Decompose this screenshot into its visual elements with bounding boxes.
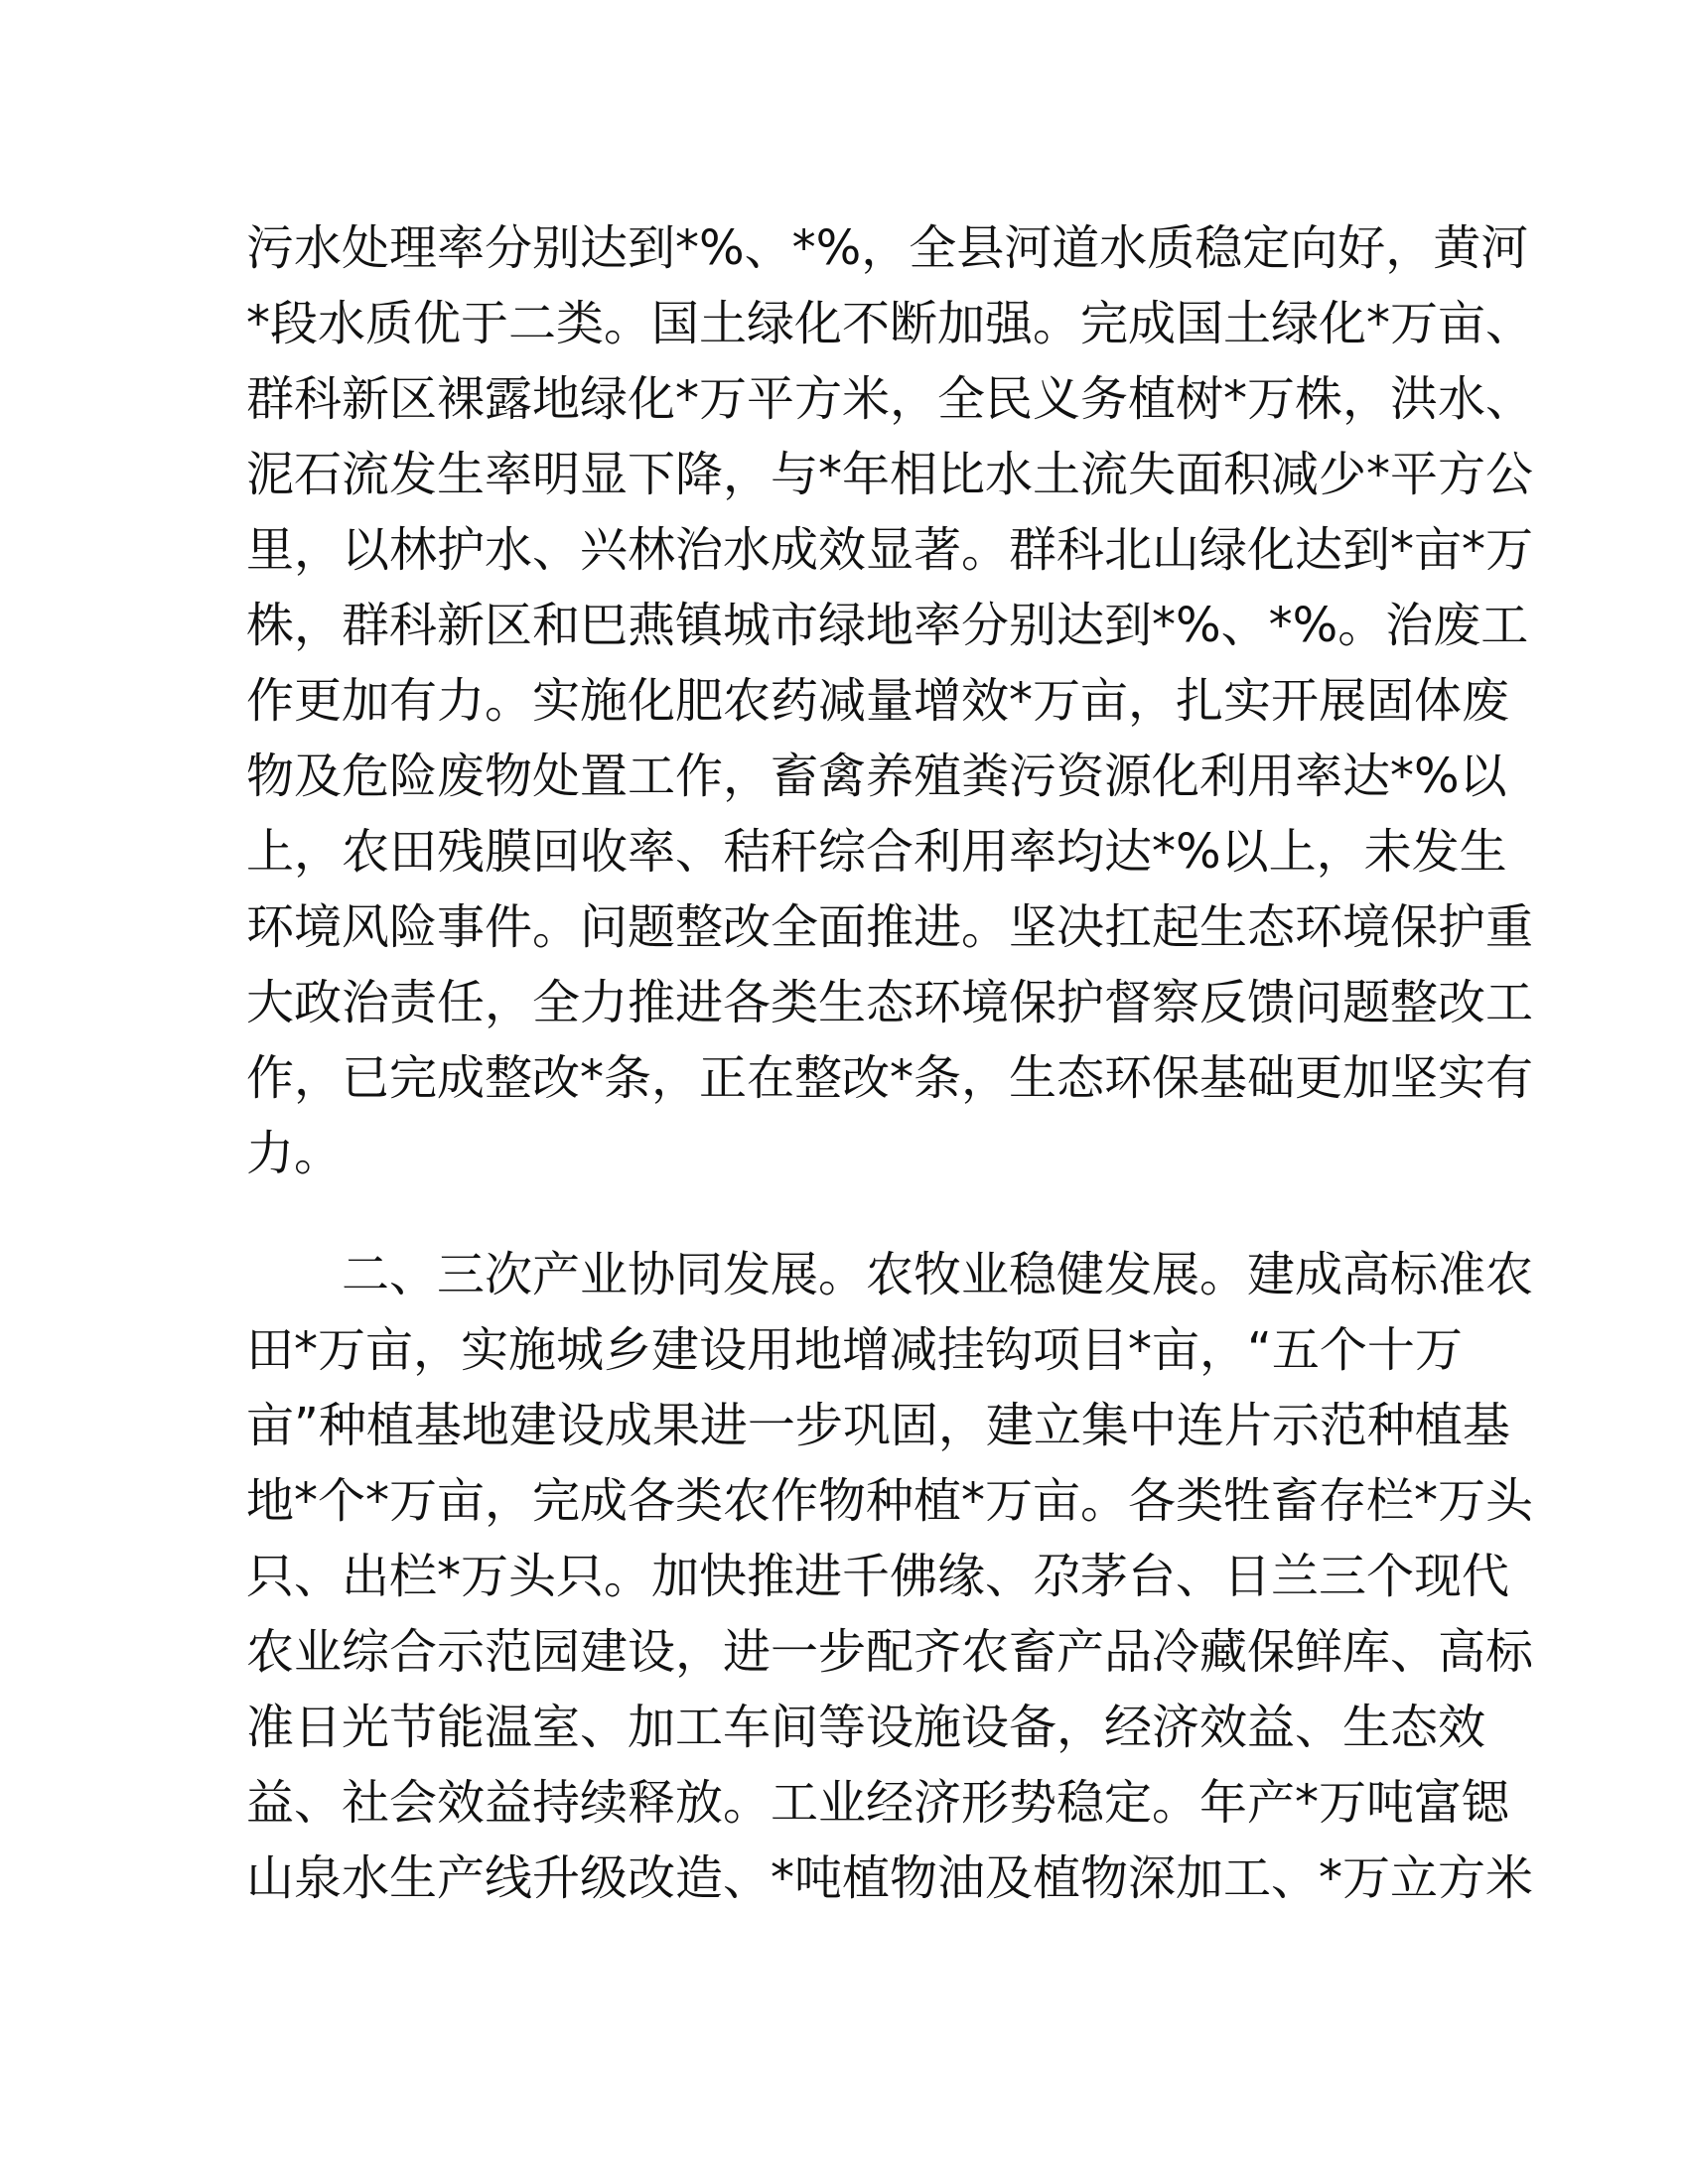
text-line: 农业综合示范园建设，进一步配齐农畜产品冷藏保鲜库、高标 — [246, 1624, 1534, 1680]
paragraph-industry — [246, 1237, 1534, 1916]
text-line: 益、社会效益持续释放。工业经济形势稳定。年产*万吨富锶 — [246, 1775, 1510, 1831]
text-line: *段水质优于二类。国土绿化不断加强。完成国土绿化*万亩、 — [246, 296, 1534, 351]
text-line: 地*个*万亩，完成各类农作物种植*万亩。各类牲畜存栏*万头 — [246, 1473, 1534, 1529]
text-line: 二、三次产业协同发展。农牧业稳健发展。建成高标准农 — [342, 1247, 1534, 1302]
text-line: 山泉水生产线升级改造、*吨植物油及植物深加工、*万立方米 — [246, 1850, 1534, 1906]
text-line: 环境风险事件。问题整改全面推进。坚决扛起生态环境保护重 — [246, 899, 1534, 955]
text-line: 群科新区裸露地绿化*万平方米，全民义务植树*万株，洪水、 — [246, 371, 1534, 427]
text-line: 株，群科新区和巴燕镇城市绿地率分别达到*%、*%。治废工 — [246, 598, 1529, 653]
text-line: 田*万亩，实施城乡建设用地增减挂钩项目*亩，“五个十万 — [246, 1322, 1463, 1378]
text-line: 准日光节能温室、加工车间等设施设备，经济效益、生态效 — [246, 1700, 1486, 1755]
text-line: 力。 — [246, 1126, 343, 1181]
paragraph-environment — [246, 210, 1534, 1191]
text-line: 污水处理率分别达到*%、*%，全县河道水质稳定向好，黄河 — [246, 220, 1529, 276]
text-line: 只、出栏*万头只。加快推进千佛缘、尕茅台、日兰三个现代 — [246, 1549, 1510, 1604]
text-line: 泥石流发生率明显下降，与*年相比水土流失面积减少*平方公 — [246, 447, 1534, 502]
text-line: 大政治责任，全力推进各类生态环境保护督察反馈问题整改工 — [246, 975, 1534, 1030]
text-line: 上，农田残膜回收率、秸秆综合利用率均达*%以上，未发生 — [246, 824, 1507, 880]
text-line: 作更加有力。实施化肥农药减量增效*万亩，扎实开展固体废 — [246, 673, 1510, 729]
text-line: 亩”种植基地建设成果进一步巩固，建立集中连片示范种植基 — [246, 1398, 1510, 1453]
text-line: 物及危险废物处置工作，畜禽养殖粪污资源化利用率达*%以 — [246, 749, 1507, 804]
text-line: 里，以林护水、兴林治水成效显著。群科北山绿化达到*亩*万 — [246, 522, 1534, 578]
text-line: 作，已完成整改*条，正在整改*条，生态环保基础更加坚实有 — [246, 1050, 1534, 1106]
